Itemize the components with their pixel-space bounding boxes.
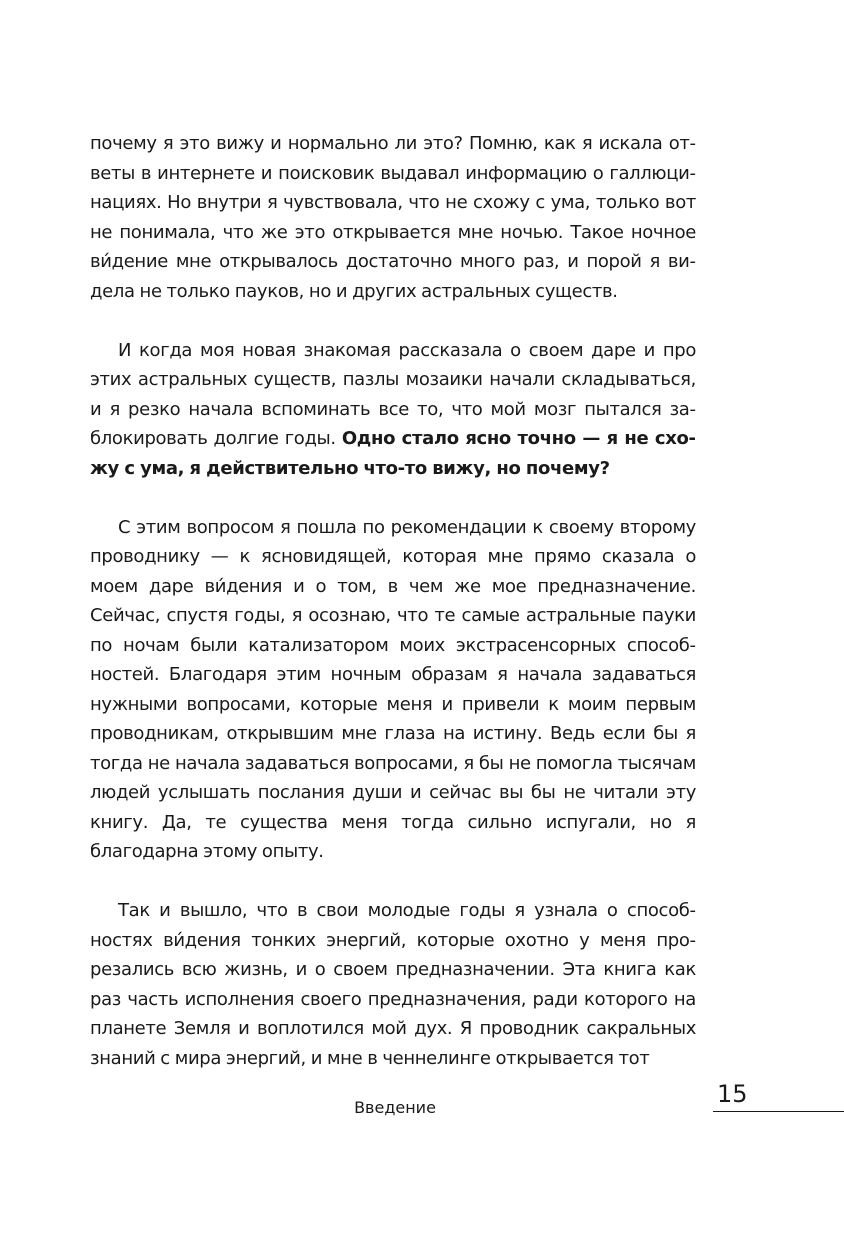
paragraph-4-text: Так и вышло, что в свои молодые годы я узнала о способностях ви́дения тонких энергий, которые охотно у меня прорезались всю жизнь, и о своем предназначении. Эта книга как раз часть исполнения своего предназначения, ради которого на планете Земля и воплотился мой дух. Я проводник сакральных знаний с мира энергий, и мне в ченнелинге открывается тот <box>90 900 696 1069</box>
paragraph-2 <box>90 336 696 484</box>
page-number: 15 <box>717 1080 748 1108</box>
paragraph-2-bold-text: Одно стало ясно точно — я не схожу с ума, я действительно что-то вижу, но почему? <box>90 428 696 479</box>
paragraph-1-text: почему я это вижу и нормально ли это? Помню, как я искала ответы в интернете и поисковик выдавал информацию о галлюцинациях. Но внутри я чувствовала, что не схожу с ума, только вот не понимала, что же это открывается мне ночью. Такое ночное ви́дение мне открывалось достаточно много раз, и порой я видела не только пауков, но и других астральных существ. <box>90 133 696 302</box>
paragraph-3 <box>90 513 696 867</box>
paragraph-1 <box>90 129 696 306</box>
paragraph-2-text: И когда моя новая знакомая рассказала о своем даре и про этих астральных существ, пазлы мозаики начали складываться, и я резко начала вспоминать все то, что мой мозг пытался заблокировать долгие годы. <box>90 339 696 449</box>
paragraph-4 <box>90 896 696 1073</box>
running-title: Введение <box>354 1098 436 1117</box>
page-number-rule <box>713 1111 844 1112</box>
paragraph-3-text: С этим вопросом я пошла по рекомендации к своему второму проводнику — к ясновидящей, которая мне прямо сказала о моем даре ви́дения и о том, в чем же мое предназначение. Сейчас, спустя годы, я осознаю, что те самые астральные пауки по ночам были катализатором моих экстрасенсорных способностей. Благодаря этим ночным образам я начала задаваться нужными вопросами, которые меня и привели к моим первым проводникам, открывшим мне глаза на истину. Ведь если бы я тогда не начала задаваться вопросами, я бы не помогла тысячам людей услышать послания души и сейчас вы бы не читали эту книгу. Да, те существа меня тогда сильно испугали, но я благодарна этому опыту. <box>90 516 696 862</box>
page-body <box>90 129 696 1073</box>
